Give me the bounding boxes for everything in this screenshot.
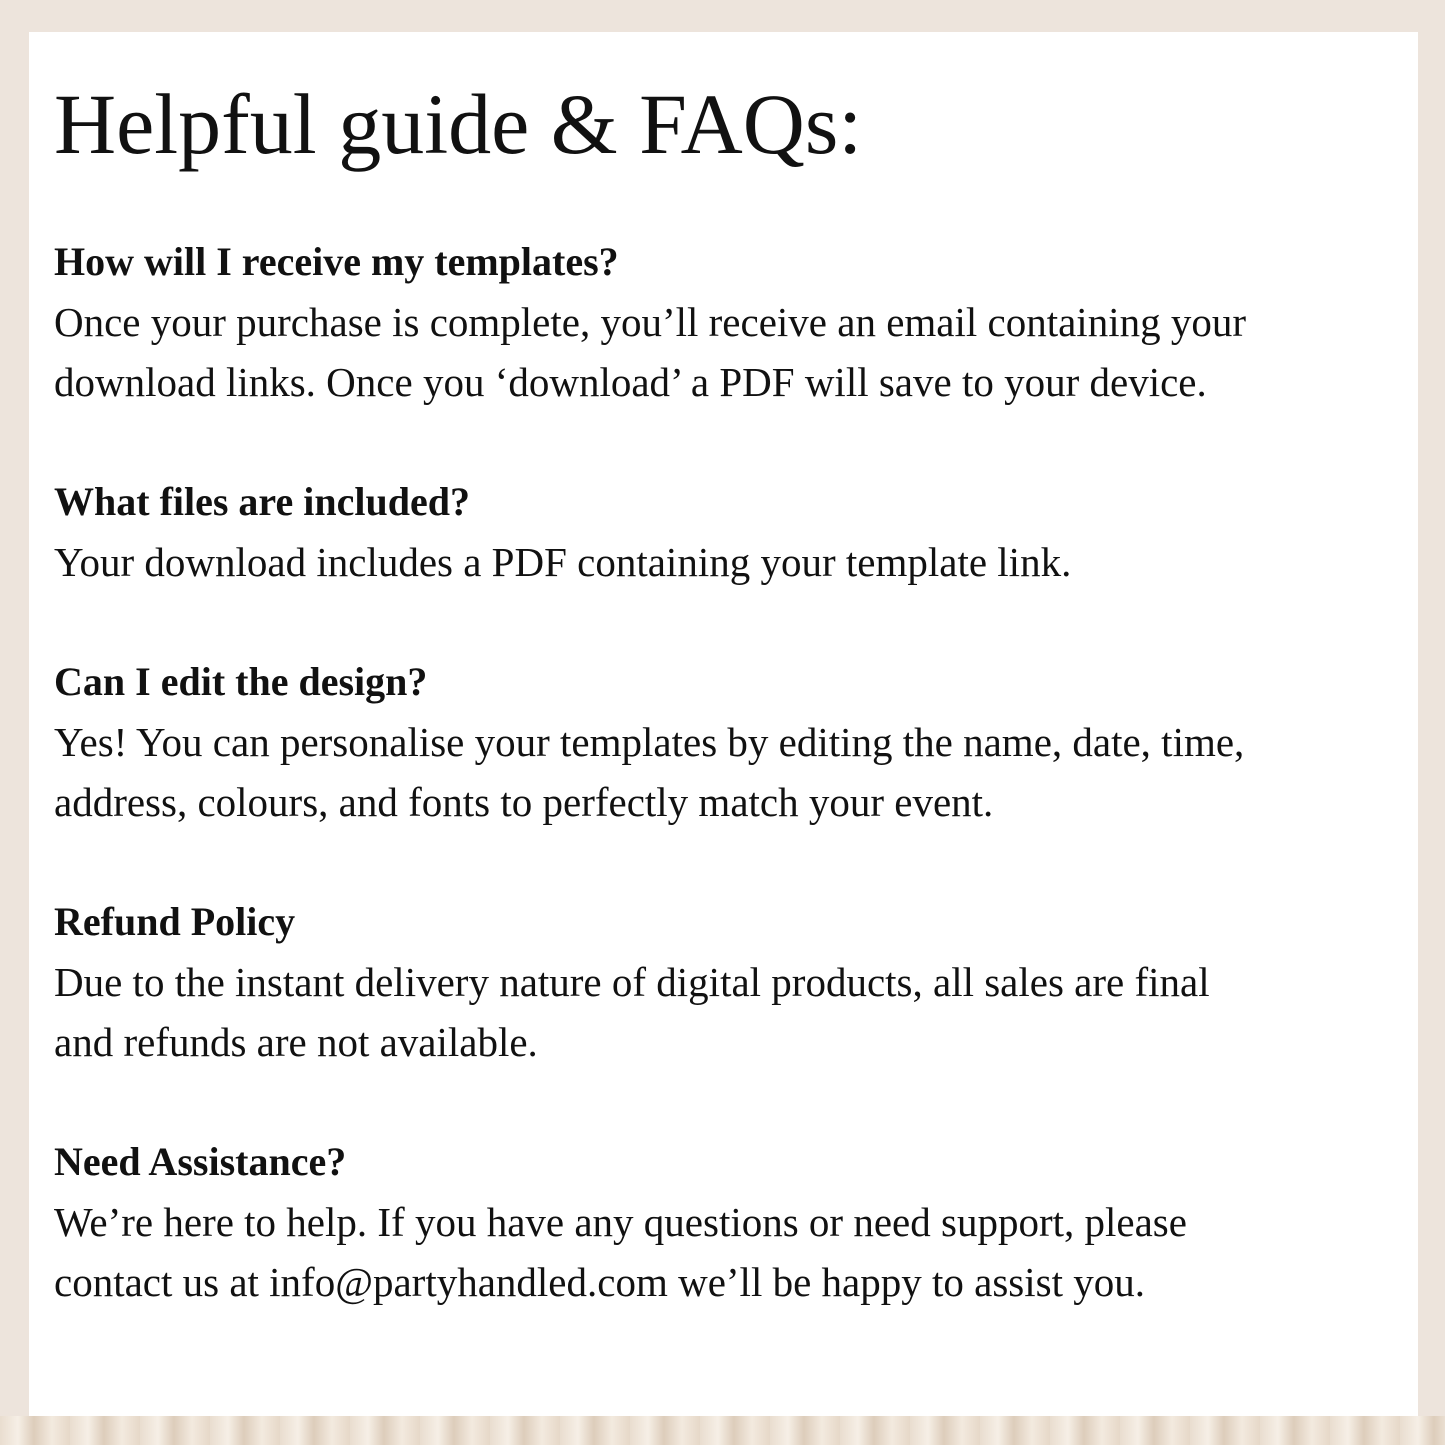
- faq-answer: [54, 1192, 1394, 1312]
- faq-item-edit-design: [54, 652, 1418, 832]
- faq-answer-line: We’re here to help. If you have any questions or need support, please: [54, 1199, 1187, 1245]
- page-title: Helpful guide & FAQs:: [54, 76, 863, 172]
- faq-answer-line: and refunds are not available.: [54, 1019, 538, 1065]
- faq-answer-line: address, colours, and fonts to perfectly match your event.: [54, 779, 994, 825]
- faq-item-need-assistance: [54, 1132, 1418, 1312]
- faq-answer-line: Your download includes a PDF containing your template link.: [54, 539, 1072, 585]
- faq-answer-line: contact us at info@partyhandled.com we’ll be happy to assist you.: [54, 1259, 1145, 1305]
- faq-answer-line: download links. Once you ‘download’ a PDF will save to your device.: [54, 359, 1207, 405]
- faq-list: [54, 232, 1418, 1312]
- faq-answer-line: Yes! You can personalise your templates by editing the name, date, time,: [54, 719, 1245, 765]
- decorative-bottom-strip: [0, 1416, 1445, 1445]
- faq-answer-line: Once your purchase is complete, you’ll receive an email containing your: [54, 299, 1246, 345]
- faq-question: What files are included?: [54, 479, 470, 524]
- faq-card: [29, 32, 1418, 1416]
- faq-answer-line: Due to the instant delivery nature of digital products, all sales are final: [54, 959, 1210, 1005]
- faq-question: Refund Policy: [54, 899, 296, 944]
- faq-answer: [54, 532, 1394, 592]
- faq-answer: [54, 952, 1394, 1072]
- faq-question: How will I receive my templates?: [54, 239, 619, 284]
- faq-item-files-included: [54, 472, 1418, 592]
- faq-item-refund-policy: [54, 892, 1418, 1072]
- faq-answer: [54, 712, 1394, 832]
- faq-answer: [54, 292, 1394, 412]
- faq-question: Can I edit the design?: [54, 659, 428, 704]
- faq-item-receive-templates: [54, 232, 1418, 412]
- faq-question: Need Assistance?: [54, 1139, 347, 1184]
